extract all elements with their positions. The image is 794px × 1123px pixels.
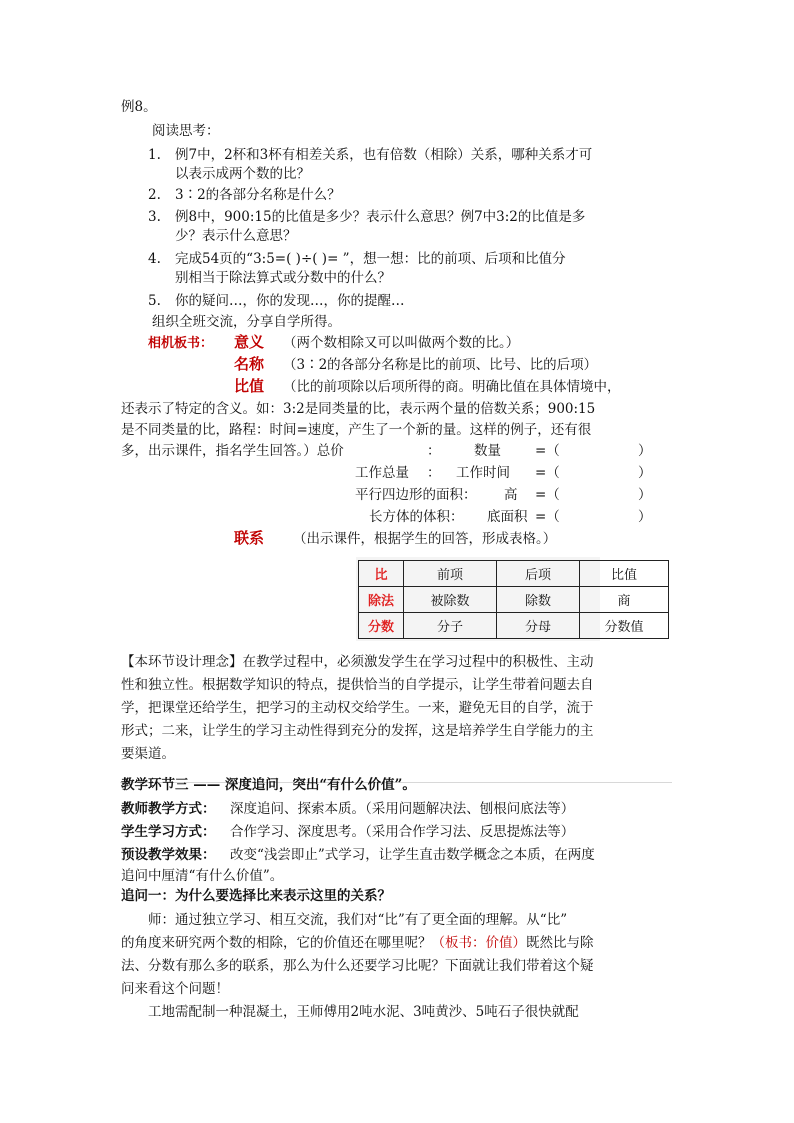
question-5: 你的疑问…，你的发现…，你的提醒… [175, 293, 405, 309]
teacher-paragraph-line-3: 法、分数有那么多的联系，那么为什么还要学习比呢？下面就让我们带着这个疑 [121, 958, 594, 974]
organize-text: 组织全班交流，分享自学所得。 [152, 314, 341, 330]
ratio-row-4-eq: =（ [535, 509, 560, 525]
design-line-3: 学，把课堂还给学生，把学习的主动权交给学生。一来，避免无目的自学，流于 [121, 700, 594, 716]
design-line-1: 【本环节设计理念】在教学过程中，必须激发学生在学习过程中的积极性、主动 [121, 654, 594, 670]
board-name-text: （3∶2的各部分名称是比的前项、比号、比的后项） [283, 357, 598, 373]
ratio-row-4-b: 底面积 [487, 509, 528, 525]
teacher-paragraph-line-2 [121, 933, 594, 953]
teacher-paragraph-line-4: 问来看这个问题！ [121, 981, 229, 997]
section-3-title: 教学环节三 —— 深度追问，突出“有什么价值”。 [121, 777, 416, 793]
board-link-text: （出示课件，根据学生的回答，形成表格。） [293, 531, 557, 547]
table-cell: 被除数 [404, 587, 497, 613]
question-2: 3∶2的各部分名称是什么？ [175, 187, 341, 203]
ratio-row-3-a: 平行四边形的面积： [355, 487, 477, 503]
expected-effect-text-2: 追问中厘清“有什么价值”。 [121, 868, 284, 884]
table-row-head: 分数 [359, 613, 404, 639]
table-row [359, 561, 669, 587]
teacher-paragraph-line-2-a: 的角度来研究两个数的相除，它的价值还在哪里呢？ [121, 935, 432, 951]
board-name-label: 名称 [234, 355, 265, 373]
ratio-row-3-close: ） [638, 487, 652, 503]
table-row [359, 587, 669, 613]
board-value-text-4: 多，出示课件，指名学生回答。）总价 [121, 443, 344, 459]
table-cell: 比值 [580, 561, 669, 587]
board-value-label: 比值 [234, 377, 265, 395]
ratio-row-4-a: 长方体的体积： [369, 509, 464, 525]
question-1-line-2: 以表示成两个数的比？ [175, 166, 310, 182]
design-line-2: 性和独立性。根据数学知识的特点，提供恰当的自学提示，让学生带着问题去自 [121, 677, 594, 693]
table-row-head: 比 [359, 561, 404, 587]
board-meaning-label: 意义 [234, 333, 265, 351]
board-value-text-3: 是不同类量的比，路程：时间=速度，产生了一个新的量。这样的例子，还有很 [121, 422, 592, 438]
ratio-row-1-colon: ： [427, 443, 441, 459]
design-line-5: 要渠道。 [121, 746, 175, 762]
table-cell: 后项 [497, 561, 580, 587]
teacher-paragraph-line-5: 工地需配制一种混凝土，王师傅用2吨水泥、3吨黄沙、5吨石子很快就配 [148, 1004, 579, 1020]
question-2-number: 2. [148, 187, 161, 203]
follow-up-question-1: 追问一：为什么要选择比来表示这里的关系？ [121, 888, 391, 904]
question-1-line-1: 例7中，2杯和3杯有相差关系，也有倍数（相除）关系，哪种关系才可 [175, 147, 593, 163]
ratio-row-2-eq: =（ [535, 465, 560, 481]
teacher-paragraph-line-1: 师：通过独立学习、相互交流，我们对“比”有了更全面的理解。从“比” [148, 912, 568, 928]
board-link-label: 联系 [234, 529, 265, 547]
ratio-relation-table [358, 560, 669, 639]
teacher-paragraph-line-2-c: 既然比与除 [526, 935, 594, 951]
expected-effect-text-1: 改变“浅尝即止”式学习，让学生直击数学概念之本质，在两度 [230, 847, 595, 863]
ratio-row-1-b: 数量 [474, 443, 501, 459]
question-3-line-1: 例8中，900:15的比值是多少？表示什么意思？例7中3:2的比值是多 [175, 209, 586, 225]
design-line-4: 形式；二来，让学生的学习主动性得到充分的发挥，这是培养学生自学能力的主 [121, 723, 594, 739]
question-4-line-2: 别相当于除法算式或分数中的什么？ [175, 270, 391, 286]
question-4-number: 4. [148, 251, 161, 267]
table-cell: 分数值 [580, 613, 669, 639]
table-cell: 分子 [404, 613, 497, 639]
student-method-text: 合作学习、深度思考。（采用合作学习法、反思提炼法等） [230, 824, 575, 840]
teacher-method-text: 深度追问、探索本质。（采用问题解决法、刨根问底法等） [230, 801, 575, 817]
table-row-head: 除法 [359, 587, 404, 613]
board-value-text-2: 还表示了特定的含义。如：3:2是同类量的比，表示两个量的倍数关系；900:15 [121, 401, 596, 417]
board-label: 相机板书： [148, 336, 214, 351]
question-5-number: 5. [148, 293, 161, 309]
question-3-number: 3. [148, 209, 161, 225]
ratio-row-3-b: 高 [504, 487, 518, 503]
ratio-row-2-colon: ： [427, 465, 441, 481]
ratio-row-1-eq: =（ [535, 443, 560, 459]
student-method-label: 学生学习方式： [121, 824, 216, 840]
question-3-line-2: 少？表示什么意思？ [175, 228, 297, 244]
ratio-row-4-close: ） [638, 509, 652, 525]
expected-effect-label: 预设教学效果： [121, 847, 216, 863]
board-value-note: （板书：价值） [431, 935, 526, 951]
ratio-row-2-close: ） [638, 465, 652, 481]
ratio-row-2-a: 工作总量 [355, 465, 409, 481]
table-cell: 分母 [497, 613, 580, 639]
table-cell: 商 [580, 587, 669, 613]
table-row [359, 613, 669, 639]
ratio-row-2-b: 工作时间 [456, 465, 510, 481]
question-1-number: 1. [148, 147, 161, 163]
table-cell: 前项 [404, 561, 497, 587]
example-label: 例8。 [121, 99, 157, 115]
board-value-text-1: （比的前项除以后项所得的商。明确比值在具体情境中， [283, 379, 621, 395]
table-cell: 除数 [497, 587, 580, 613]
ratio-row-1-close: ） [638, 443, 652, 459]
teacher-method-label: 教师教学方式： [121, 801, 216, 817]
reading-heading: 阅读思考： [152, 123, 220, 139]
ratio-row-3-eq: =（ [535, 487, 560, 503]
question-4-line-1: 完成54页的“3:5=( )÷( )= ”，想一想：比的前项、后项和比值分 [175, 251, 566, 267]
board-meaning-text: （两个数相除又可以叫做两个数的比。） [283, 335, 520, 351]
